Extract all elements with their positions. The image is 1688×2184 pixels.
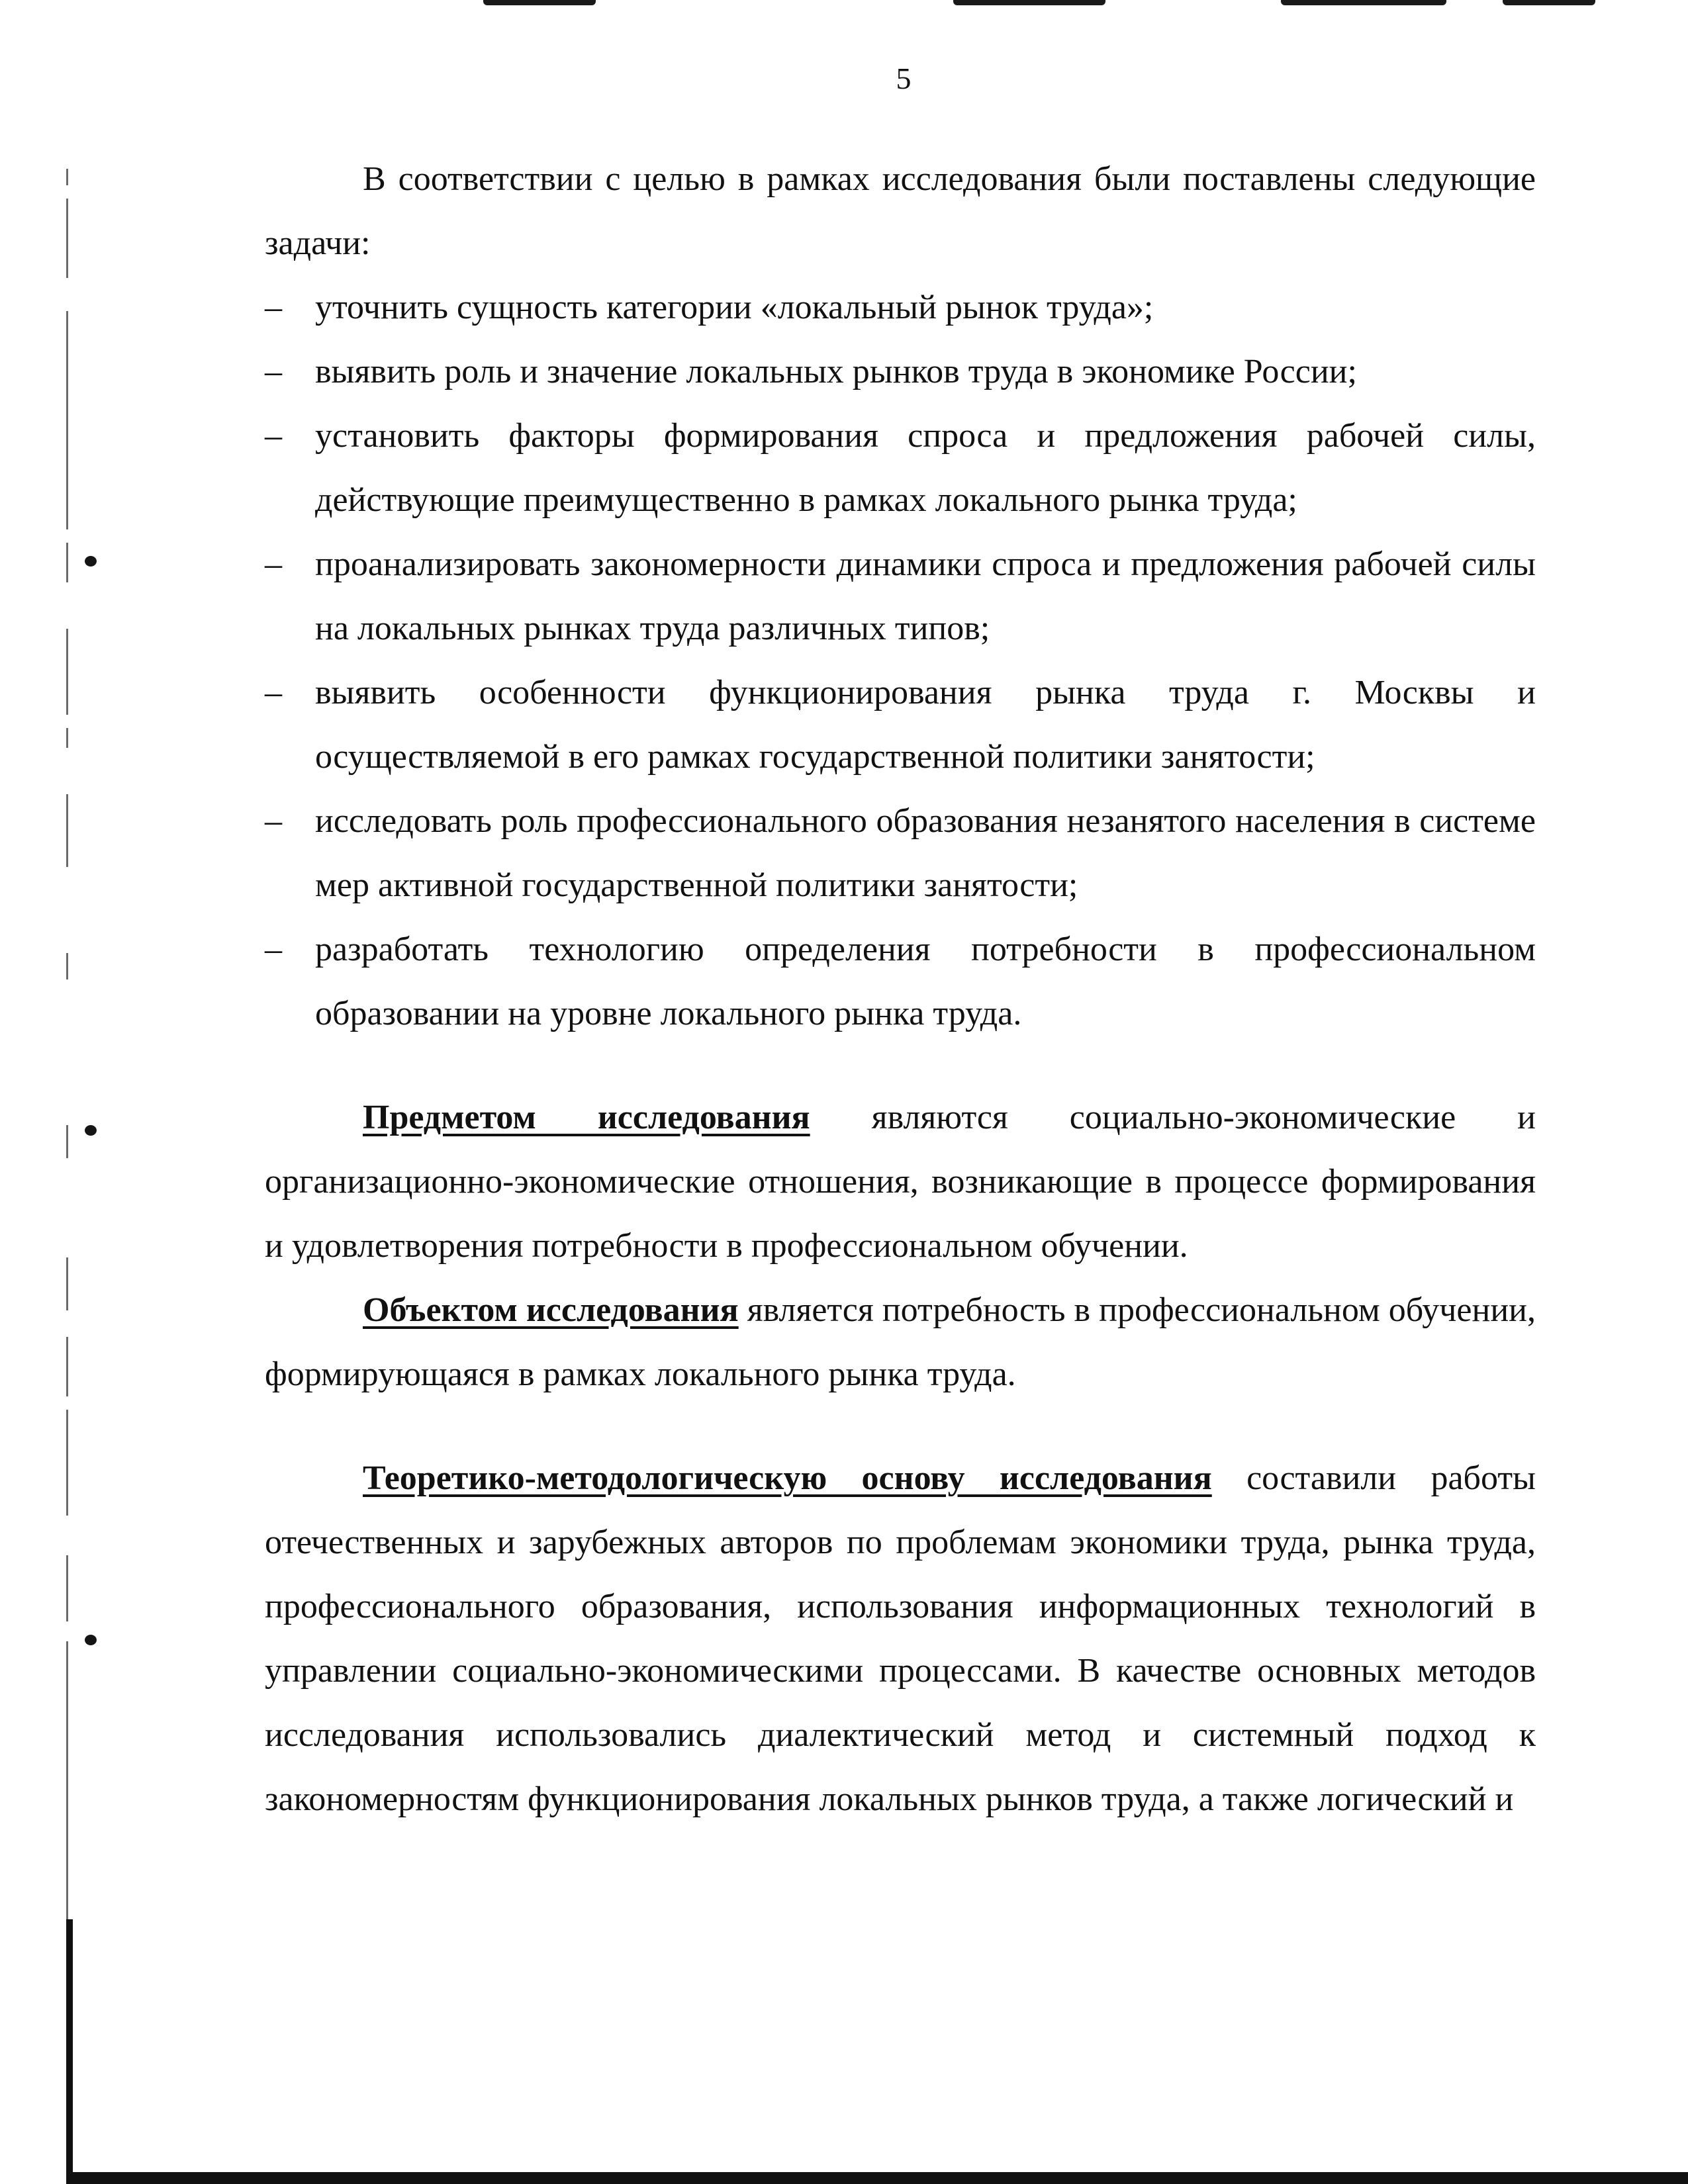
- scan-margin-line: [66, 311, 68, 529]
- scan-hole-mark: [85, 556, 97, 567]
- scan-margin-line: [66, 629, 68, 715]
- scan-margin-line: [66, 1257, 68, 1310]
- list-dash: –: [265, 289, 282, 326]
- object-term: Объектом исследования: [363, 1291, 739, 1329]
- subject-term: Предметом исследования: [363, 1099, 810, 1136]
- list-dash: –: [265, 417, 282, 455]
- scan-hole-mark: [85, 1125, 97, 1136]
- list-item: [265, 532, 1536, 660]
- scan-top-mark: [953, 0, 1105, 5]
- page-number: 5: [896, 62, 912, 95]
- list-dash: –: [265, 545, 282, 583]
- list-item-text: проанализировать закономерности динамики спроса и предложения рабочей силы на локальных рынках труда различных типов;: [315, 545, 1536, 647]
- scan-margin-line: [66, 794, 68, 867]
- list-dash: –: [265, 931, 282, 968]
- list-dash: –: [265, 674, 282, 711]
- object-text: является потребность в профессиональном обучении, формирующаяся в рамках локального рынка труда.: [265, 1291, 1536, 1393]
- scan-margin-line: [66, 1555, 68, 1621]
- list-item: [265, 275, 1536, 340]
- scan-top-mark: [483, 0, 596, 5]
- scan-margin-line: [66, 1337, 68, 1396]
- scan-margin-line: [66, 1125, 68, 1158]
- subject-paragraph: [265, 1085, 1536, 1278]
- scan-bottom-edge: [66, 1919, 73, 2184]
- list-dash: –: [265, 353, 282, 390]
- object-paragraph: [265, 1278, 1536, 1406]
- list-item: [265, 917, 1536, 1046]
- scan-margin-line: [66, 1410, 68, 1516]
- methodology-term: Теоретико-методологическую основу исследования: [363, 1459, 1212, 1497]
- subject-text: являются социально-экономические и организационно-экономические отношения, возникающие в процессе формирования и удовлетворения потребности в профессиональном обучении.: [265, 1099, 1536, 1265]
- methodology-text: составили работы отечественных и зарубежных авторов по проблемам экономики труда, рынка труда, профессионального образования, использования информационных технологий в управлении социально-экономическими процессами. В качестве основных методов исследования использовались диалектический метод и системный подход к закономерностям функционирования локальных рынков труда, а также логический и: [265, 1459, 1536, 1818]
- scan-margin-line: [66, 953, 68, 979]
- scan-top-mark: [1281, 0, 1446, 5]
- scan-bottom-edge: [73, 2172, 1688, 2184]
- list-item-text: выявить роль и значение локальных рынков труда в экономике России;: [315, 353, 1357, 390]
- list-item: [265, 660, 1536, 789]
- task-list: [265, 275, 1536, 1046]
- list-item: [265, 340, 1536, 404]
- list-item-text: разработать технологию определения потребности в профессиональном образовании на уровне локального рынка труда.: [315, 931, 1536, 1032]
- list-item: [265, 789, 1536, 917]
- scan-margin-line: [66, 169, 68, 185]
- scan-margin-line: [66, 199, 68, 278]
- page-body: [265, 147, 1536, 1831]
- list-item: [265, 404, 1536, 532]
- intro-paragraph: В соответствии с целью в рамках исследования были поставлены следующие задачи:: [265, 160, 1536, 262]
- list-item-text: установить факторы формирования спроса и предложения рабочей силы, действующие преимущественно в рамках локального рынка труда;: [315, 417, 1536, 519]
- scan-top-mark: [1503, 0, 1595, 5]
- scan-margin-line: [66, 1641, 68, 1919]
- list-item-text: выявить особенности функционирования рынка труда г. Москвы и осуществляемой в его рамках государственной политики занятости;: [315, 674, 1536, 776]
- list-item-text: исследовать роль профессионального образования незанятого населения в системе мер активной государственной политики занятости;: [315, 802, 1536, 904]
- scan-hole-mark: [85, 1635, 97, 1645]
- methodology-paragraph: [265, 1446, 1536, 1831]
- scan-margin-line: [66, 728, 68, 748]
- list-item-text: уточнить сущность категории «локальный рынок труда»;: [315, 289, 1154, 326]
- list-dash: –: [265, 802, 282, 840]
- scan-margin-line: [66, 543, 68, 582]
